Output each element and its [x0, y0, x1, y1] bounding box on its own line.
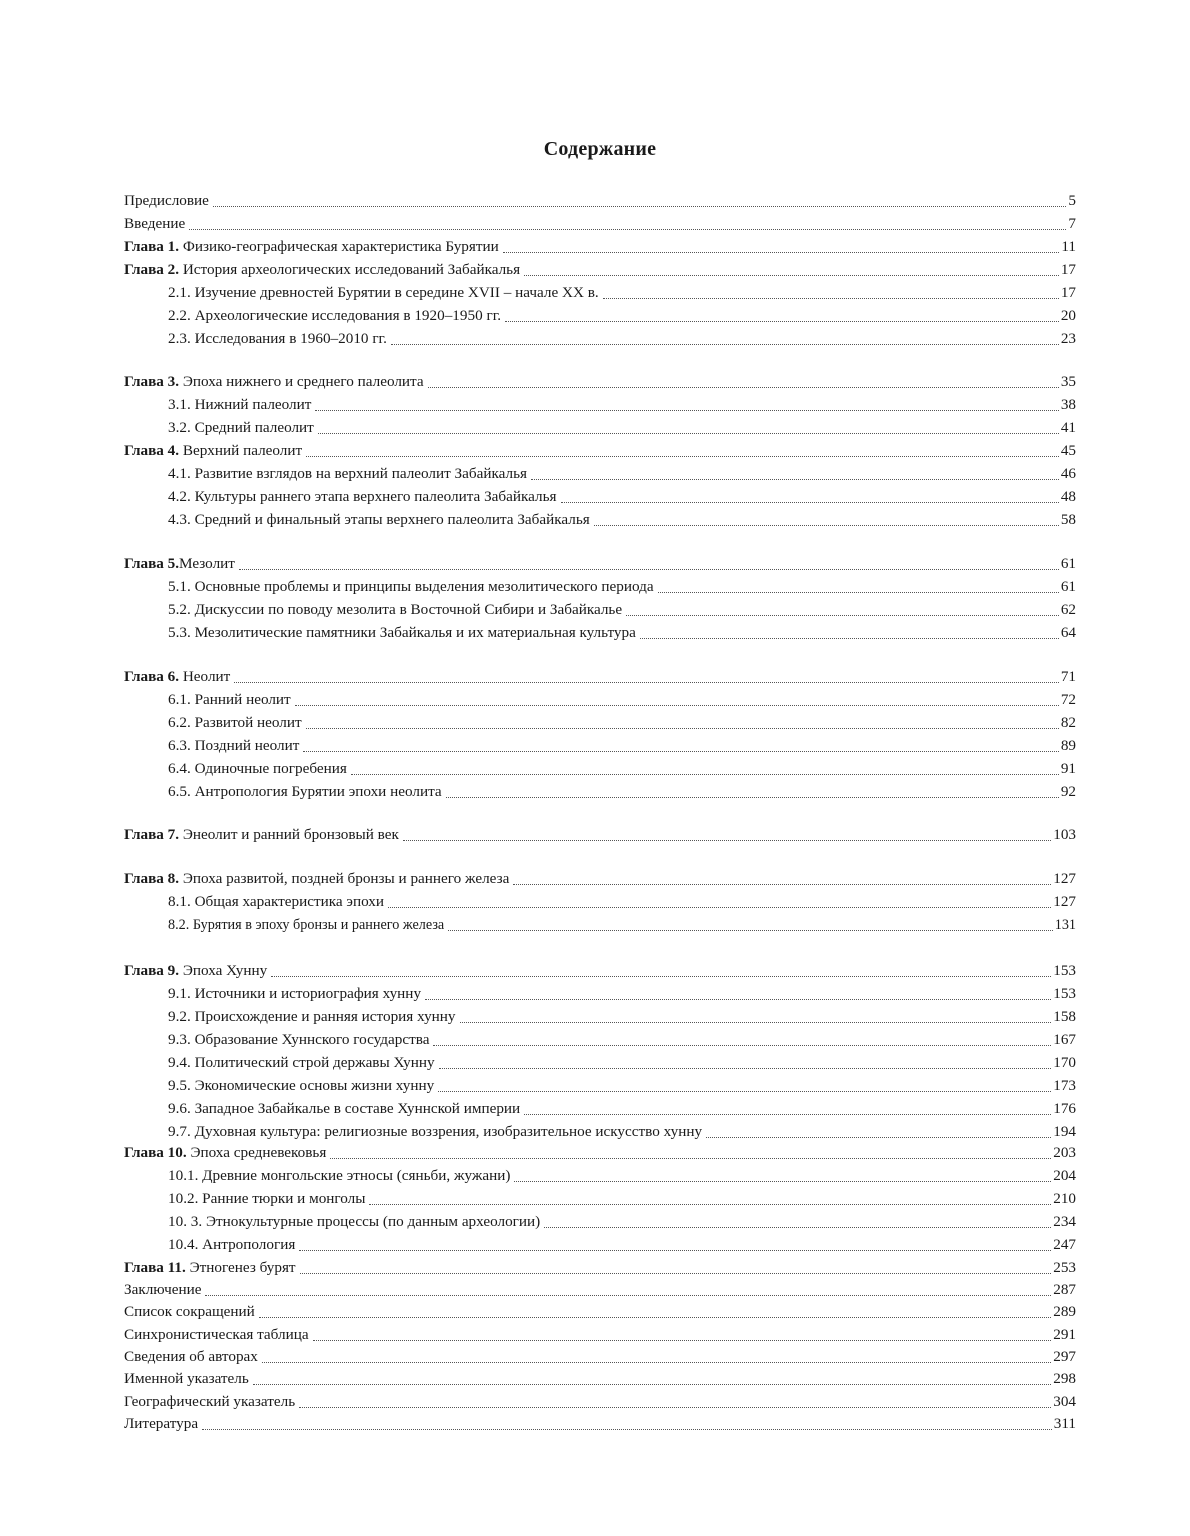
toc-entry-page: 38: [1060, 396, 1076, 413]
dot-leader: [369, 1204, 1051, 1205]
toc-entry[interactable]: [124, 461, 1076, 484]
toc-entry[interactable]: [124, 415, 1076, 438]
entry-title: 3.2. Средний палеолит: [168, 419, 314, 436]
toc-entry-page: 167: [1053, 1031, 1076, 1048]
chapter-prefix: Глава 5.: [124, 555, 180, 572]
dot-leader: [428, 387, 1059, 388]
toc-entry-page: 64: [1060, 624, 1076, 641]
dot-leader: [544, 1227, 1051, 1228]
entry-title: 9.7. Духовная культура: религиозные воззрения, изобразительное искусство хунну: [168, 1123, 703, 1140]
toc-entry[interactable]: [124, 981, 1076, 1004]
dot-leader: [271, 976, 1051, 977]
chapter-prefix: Глава 11.: [124, 1259, 186, 1276]
chapter-prefix: Глава 1.: [124, 238, 180, 255]
toc-entry-label: [168, 984, 421, 1004]
toc-entry[interactable]: [124, 779, 1076, 802]
toc-entry-page: 20: [1060, 307, 1076, 324]
dot-leader: [503, 252, 1060, 253]
dot-leader: [299, 1407, 1051, 1408]
toc-entry-label: [168, 329, 387, 349]
chapter-prefix: Глава 9.: [124, 962, 180, 979]
entry-title: 2.3. Исследования в 1960–2010 гг.: [168, 330, 387, 347]
entry-title: 9.2. Происхождение и ранняя история хунну: [168, 1008, 456, 1025]
chapter-prefix: Глава 8.: [124, 870, 180, 887]
entry-title: 9.6. Западное Забайкалье в составе Хуннской империи: [168, 1100, 521, 1117]
dot-leader: [446, 797, 1059, 798]
toc-entry-label: [168, 892, 384, 912]
entry-title: 10.4. Антропология: [168, 1236, 296, 1253]
entry-title: 10.1. Древние монгольские этносы (сяньби, жужани): [168, 1167, 511, 1184]
dot-leader: [524, 1114, 1051, 1115]
toc-entry-page: 71: [1060, 668, 1076, 685]
toc-entry-page: 17: [1060, 284, 1076, 301]
entry-title: 6.5. Антропология Бурятии эпохи неолита: [168, 783, 442, 800]
toc-entry[interactable]: [124, 1389, 1076, 1412]
toc-entry-page: 234: [1053, 1213, 1076, 1230]
toc-entry-label: [168, 915, 444, 935]
toc-entry-label: [168, 1053, 435, 1073]
toc-entry-page: 58: [1060, 511, 1076, 528]
toc-entry-label: [168, 690, 291, 710]
chapter-prefix: Глава 2.: [124, 261, 180, 278]
toc-entry-page: 194: [1053, 1123, 1076, 1140]
toc-entry[interactable]: [124, 1299, 1076, 1322]
entry-title: 4.2. Культуры раннего этапа верхнего палеолита Забайкалья: [168, 488, 557, 505]
entry-title: 9.1. Источники и историография хунну: [168, 985, 422, 1002]
dot-leader: [706, 1137, 1051, 1138]
toc-entry-label: [124, 554, 235, 574]
entry-title: 9.4. Политический строй державы Хунну: [168, 1054, 435, 1071]
toc-entry-page: 176: [1053, 1100, 1076, 1117]
toc-entry-page: 291: [1053, 1326, 1076, 1343]
entry-title: 6.1. Ранний неолит: [168, 691, 291, 708]
toc-entry-label: [168, 283, 599, 303]
toc-entry-page: 170: [1053, 1054, 1076, 1071]
toc-entry-page: 297: [1053, 1348, 1076, 1365]
toc-entry-page: 289: [1053, 1303, 1076, 1320]
chapter-prefix: Глава 10.: [124, 1144, 187, 1161]
toc-entry-label: [168, 1007, 456, 1027]
toc-entry[interactable]: [124, 484, 1076, 507]
dot-leader: [524, 275, 1059, 276]
entry-title: Сведения об авторах: [124, 1348, 258, 1365]
toc-entry[interactable]: [124, 664, 1076, 687]
toc-entry-page: 158: [1053, 1008, 1076, 1025]
toc-entry[interactable]: [124, 574, 1076, 597]
toc-entry[interactable]: [124, 912, 1076, 935]
dot-leader: [448, 930, 1052, 931]
dot-leader: [205, 1295, 1051, 1296]
toc-entry-page: 7: [1068, 215, 1076, 232]
toc-entry-label: [168, 464, 527, 484]
toc-entry-label: [168, 487, 557, 507]
toc-entry-label: [124, 1347, 258, 1367]
dot-leader: [259, 1317, 1051, 1318]
dot-leader: [234, 682, 1059, 683]
toc-entry-label: [124, 372, 424, 392]
toc-entry-page: 127: [1053, 870, 1076, 887]
toc-entry-label: [168, 306, 501, 326]
entry-title: Этногенез бурят: [185, 1259, 296, 1276]
toc-entry-page: 11: [1061, 238, 1076, 255]
toc-entry[interactable]: [124, 303, 1076, 326]
dot-leader: [253, 1384, 1051, 1385]
toc-entry[interactable]: [124, 822, 1076, 845]
toc-entry-page: 247: [1053, 1236, 1076, 1253]
entry-title: Энеолит и ранний бронзовый век: [179, 826, 399, 843]
toc-entry[interactable]: [124, 1073, 1076, 1096]
dot-leader: [561, 502, 1059, 503]
toc-entry-label: [124, 1143, 326, 1163]
toc-entry-page: 103: [1053, 826, 1076, 843]
dot-leader: [295, 705, 1059, 706]
entry-title: 9.5. Экономические основы жизни хунну: [168, 1077, 435, 1094]
dot-leader: [513, 884, 1051, 885]
toc-entry[interactable]: [124, 1255, 1076, 1278]
toc-entry-page: 46: [1060, 465, 1076, 482]
entry-title: 6.3. Поздний неолит: [168, 737, 300, 754]
toc-entry[interactable]: [124, 1186, 1076, 1209]
dot-leader: [626, 615, 1059, 616]
entry-title: Литература: [124, 1415, 199, 1432]
entry-title: 4.1. Развитие взглядов на верхний палеолит Забайкалья: [168, 465, 528, 482]
dot-leader: [299, 1250, 1051, 1251]
entry-title: Мезолит: [179, 555, 235, 572]
toc-entry[interactable]: [124, 392, 1076, 415]
toc-entry-page: 173: [1053, 1077, 1076, 1094]
toc-entry-page: 92: [1060, 783, 1076, 800]
dot-leader: [306, 728, 1059, 729]
toc-entry-page: 287: [1053, 1281, 1076, 1298]
toc-entry-label: [168, 782, 442, 802]
entry-title: 2.2. Археологические исследования в 1920–1950 гг.: [168, 307, 502, 324]
toc-entry-label: [124, 214, 185, 234]
toc-entry-label: [168, 418, 314, 438]
entry-title: Верхний палеолит: [179, 442, 303, 459]
entry-title: Географический указатель: [124, 1393, 296, 1410]
toc-entry-page: 61: [1060, 578, 1076, 595]
dot-leader: [658, 592, 1059, 593]
toc-entry-label: [124, 961, 267, 981]
toc-entry[interactable]: [124, 326, 1076, 349]
toc-entry-label: [168, 736, 299, 756]
chapter-prefix: Глава 3.: [124, 373, 180, 390]
toc-entry[interactable]: [124, 188, 1076, 211]
dot-leader: [505, 321, 1059, 322]
entry-title: 3.1. Нижний палеолит: [168, 396, 312, 413]
toc-entry[interactable]: [124, 866, 1076, 889]
toc-entry[interactable]: [124, 1027, 1076, 1050]
dot-leader: [315, 410, 1058, 411]
dot-leader: [531, 479, 1059, 480]
entry-title: Неолит: [179, 668, 231, 685]
toc-entry-label: [124, 825, 399, 845]
toc-entry-page: 127: [1053, 893, 1076, 910]
toc-entry-label: [124, 260, 520, 280]
entry-title: Именной указатель: [124, 1370, 249, 1387]
toc-entry[interactable]: [124, 733, 1076, 756]
dot-leader: [239, 569, 1059, 570]
entry-title: Синхронистическая таблица: [124, 1326, 309, 1343]
dot-leader: [300, 1273, 1052, 1274]
toc-entry[interactable]: [124, 889, 1076, 912]
toc-entry-page: 253: [1053, 1259, 1076, 1276]
toc-entry[interactable]: [124, 597, 1076, 620]
entry-title: 5.1. Основные проблемы и принципы выделения мезолитического периода: [168, 578, 654, 595]
toc-entry-label: [124, 1258, 296, 1278]
toc-entry-label: [124, 869, 509, 889]
toc-entry-label: [168, 1189, 365, 1209]
toc-entry-label: [124, 1369, 249, 1389]
toc-entry-label: [124, 441, 302, 461]
toc-entry-label: [124, 237, 499, 257]
toc-entry[interactable]: [124, 280, 1076, 303]
entry-title: Введение: [124, 215, 186, 232]
toc-entry-label: [168, 1030, 429, 1050]
toc-entry-page: 210: [1053, 1190, 1076, 1207]
entry-title: 4.3. Средний и финальный этапы верхнего палеолита Забайкалья: [168, 511, 590, 528]
toc-entry-label: [168, 600, 622, 620]
dot-leader: [388, 907, 1051, 908]
chapter-prefix: Глава 4.: [124, 442, 180, 459]
toc-entry[interactable]: [124, 1209, 1076, 1232]
dot-leader: [318, 433, 1059, 434]
toc-entry-label: [124, 1302, 255, 1322]
entry-title: 6.4. Одиночные погребения: [168, 760, 347, 777]
entry-title: Эпоха Хунну: [179, 962, 268, 979]
dot-leader: [262, 1362, 1051, 1363]
toc-entry[interactable]: [124, 211, 1076, 234]
entry-title: 5.3. Мезолитические памятники Забайкалья и их материальная культура: [168, 624, 636, 641]
toc-entry-label: [168, 1099, 520, 1119]
toc-entry-page: 153: [1053, 962, 1076, 979]
toc-entry-page: 204: [1053, 1167, 1076, 1184]
toc-entry-page: 203: [1053, 1144, 1076, 1161]
dot-leader: [303, 751, 1058, 752]
dot-leader: [391, 344, 1059, 345]
toc-entry[interactable]: [124, 687, 1076, 710]
toc-entry[interactable]: [124, 1119, 1076, 1142]
toc-entry-page: 304: [1053, 1393, 1076, 1410]
dot-leader: [306, 456, 1059, 457]
dot-leader: [439, 1068, 1052, 1069]
toc-entry[interactable]: [124, 958, 1076, 981]
toc-entry[interactable]: [124, 438, 1076, 461]
toc-entry[interactable]: [124, 1140, 1076, 1163]
entry-title: 10. 3. Этнокультурные процессы (по данным археологии): [168, 1213, 541, 1230]
dot-leader: [189, 229, 1066, 230]
toc-entry-label: [124, 1325, 309, 1345]
toc-entry-label: [124, 191, 209, 211]
toc-entry-label: [124, 1414, 198, 1434]
entry-title: Эпоха средневековья: [186, 1144, 327, 1161]
toc-entry-page: 5: [1068, 192, 1076, 209]
toc-entry-label: [168, 1166, 510, 1186]
toc-entry[interactable]: [124, 1050, 1076, 1073]
toc-entry[interactable]: [124, 1163, 1076, 1186]
toc-entry-label: [168, 1122, 702, 1142]
toc-entry[interactable]: [124, 551, 1076, 574]
dot-leader: [603, 298, 1059, 299]
toc-entry-page: 45: [1060, 442, 1076, 459]
toc-entry[interactable]: [124, 257, 1076, 280]
entry-title: 8.2. Бурятия в эпоху бронзы и раннего железа: [168, 917, 445, 933]
toc-entry[interactable]: [124, 1096, 1076, 1119]
toc-entry[interactable]: [124, 1411, 1076, 1434]
dot-leader: [330, 1158, 1051, 1159]
toc-entry-label: [168, 1235, 295, 1255]
toc-entry-page: 41: [1060, 419, 1076, 436]
toc-entry-page: 298: [1053, 1370, 1076, 1387]
dot-leader: [313, 1340, 1052, 1341]
toc-entry-page: 72: [1060, 691, 1076, 708]
toc-entry-page: 23: [1060, 330, 1076, 347]
toc-entry-label: [168, 623, 636, 643]
entry-title: История археологических исследований Забайкалья: [179, 261, 521, 278]
entry-title: Предисловие: [124, 192, 209, 209]
chapter-prefix: Глава 6.: [124, 668, 180, 685]
toc-entry[interactable]: [124, 710, 1076, 733]
toc-entry-page: 35: [1060, 373, 1076, 390]
entry-title: 5.2. Дискуссии по поводу мезолита в Восточной Сибири и Забайкалье: [168, 601, 623, 618]
toc-entry-label: [168, 1212, 540, 1232]
toc-entry-label: [168, 713, 302, 733]
page-title: Содержание: [543, 138, 657, 160]
dot-leader: [403, 840, 1051, 841]
toc-entry-label: [168, 510, 590, 530]
toc-entry-label: [168, 759, 347, 779]
toc-entry-label: [168, 395, 311, 415]
toc-entry-page: 82: [1060, 714, 1076, 731]
toc-entry-page: 91: [1060, 760, 1076, 777]
toc-entry[interactable]: [124, 1322, 1076, 1345]
dot-leader: [514, 1181, 1051, 1182]
toc-entry[interactable]: [124, 507, 1076, 530]
toc-entry[interactable]: [124, 1004, 1076, 1027]
toc-entry-label: [124, 1392, 295, 1412]
toc-entry-page: 311: [1053, 1415, 1076, 1432]
dot-leader: [438, 1091, 1051, 1092]
toc-entry[interactable]: [124, 1232, 1076, 1255]
entry-title: 6.2. Развитой неолит: [168, 714, 302, 731]
entry-title: Физико-географическая характеристика Бурятии: [179, 238, 499, 255]
toc-entry-page: 62: [1060, 601, 1076, 618]
toc-entry[interactable]: [124, 369, 1076, 392]
dot-leader: [640, 638, 1059, 639]
entry-title: 2.1. Изучение древностей Бурятии в середине XVII – начале XX в.: [168, 284, 599, 301]
dot-leader: [213, 206, 1066, 207]
dot-leader: [351, 774, 1059, 775]
dot-leader: [433, 1045, 1051, 1046]
toc-entry-page: 17: [1060, 261, 1076, 278]
toc-entry-page: 153: [1053, 985, 1076, 1002]
toc-entry-label: [168, 1076, 434, 1096]
entry-title: 8.1. Общая характеристика эпохи: [168, 893, 385, 910]
entry-title: Список сокращений: [124, 1303, 255, 1320]
toc-entry-page: 61: [1060, 555, 1076, 572]
entry-title: 10.2. Ранние тюрки и монголы: [168, 1190, 366, 1207]
entry-title: Эпоха развитой, поздней бронзы и раннего железа: [179, 870, 510, 887]
toc-entry-label: [168, 577, 654, 597]
toc-entry-page: 131: [1054, 917, 1076, 933]
toc-entry-label: [124, 1280, 201, 1300]
toc-entry[interactable]: [124, 1277, 1076, 1300]
toc-entry[interactable]: [124, 234, 1076, 257]
toc-entry[interactable]: [124, 1344, 1076, 1367]
toc-entry[interactable]: [124, 620, 1076, 643]
toc-entry-label: [124, 667, 230, 687]
dot-leader: [594, 525, 1059, 526]
entry-title: 9.3. Образование Хуннского государства: [168, 1031, 430, 1048]
toc-entry[interactable]: [124, 1366, 1076, 1389]
entry-title: Заключение: [124, 1281, 202, 1298]
dot-leader: [202, 1429, 1052, 1430]
toc-entry[interactable]: [124, 756, 1076, 779]
dot-leader: [425, 999, 1051, 1000]
entry-title: Эпоха нижнего и среднего палеолита: [179, 373, 424, 390]
toc-entry-page: 89: [1060, 737, 1076, 754]
dot-leader: [460, 1022, 1052, 1023]
toc-entry-page: 48: [1060, 488, 1076, 505]
chapter-prefix: Глава 7.: [124, 826, 180, 843]
